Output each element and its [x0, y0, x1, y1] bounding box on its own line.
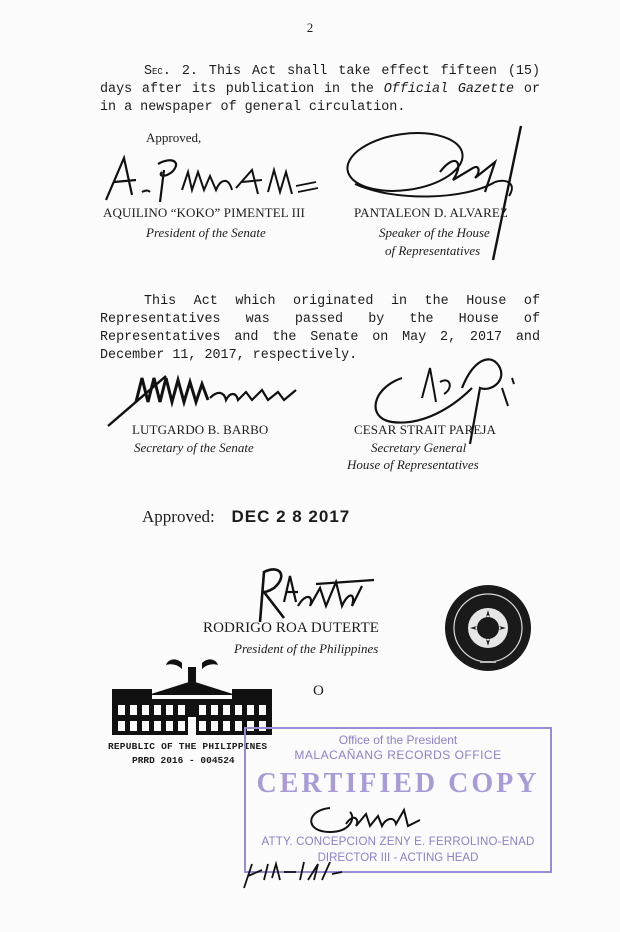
end-mark: O [313, 683, 324, 699]
prrd-number: PRRD 2016 - 004524 [132, 755, 235, 766]
stamp-certified-copy: CERTIFIED COPY [256, 768, 540, 799]
stamp-officer-name: ATTY. CONCEPCION ZENY E. FERROLINO-ENAD [261, 836, 535, 848]
barbo-name: LUTGARDO B. BARBO [132, 422, 269, 437]
stamp-office: Office of the President [338, 733, 458, 747]
section-italic: Official Gazette [383, 82, 515, 97]
president-title: President of the Philippines [234, 641, 379, 656]
pimentel-name: AQUILINO “KOKO” PIMENTEL III [103, 205, 305, 220]
president-name: RODRIGO ROA DUTERTE [203, 620, 379, 636]
pareja-title-line1: Secretary General [371, 440, 467, 455]
approval-line [142, 507, 350, 527]
alvarez-title-line1: Speaker of the House [379, 225, 490, 240]
pareja-title-line2: House of Representatives [347, 457, 479, 472]
stamp-officer-position: DIRECTOR III - ACTING HEAD [317, 852, 479, 864]
page-number: 2 [306, 20, 314, 35]
alvarez-signature [345, 122, 530, 262]
approved-label: Approved, [146, 130, 202, 145]
alvarez-title-line2: of Representatives [385, 243, 481, 258]
pareja-name: CESAR STRAIT PAREJA [354, 422, 497, 437]
presidential-seal-icon [444, 584, 532, 672]
section-label: Sec. 2. [144, 64, 198, 79]
stamp-signature [300, 798, 430, 838]
stamp-records-office: MALACAÑANG RECORDS OFFICE [294, 748, 502, 762]
approval-label: Approved: [142, 507, 215, 526]
section-tail: or in a newspaper of general circulation. [100, 82, 540, 115]
alvarez-name: PANTALEON D. ALVAREZ [354, 205, 508, 220]
origin-paragraph-text: This Act which originated in the House of Representatives was passed by the House of Representatives and the Senate on May 2, 2017 and December 11, 2017, respectively. [100, 294, 540, 363]
section-text: This Act shall take effect fifteen (15) days after its publication in the [100, 64, 540, 97]
approval-date: DEC 2 8 2017 [231, 507, 351, 526]
pimentel-title: President of the Senate [146, 225, 266, 240]
pimentel-signature [102, 150, 332, 210]
barbo-title: Secretary of the Senate [134, 440, 254, 455]
handwritten-date-mark [238, 850, 348, 890]
republic-caption: REPUBLIC OF THE PHILIPPINES [108, 741, 268, 752]
section-2-paragraph [100, 63, 540, 117]
